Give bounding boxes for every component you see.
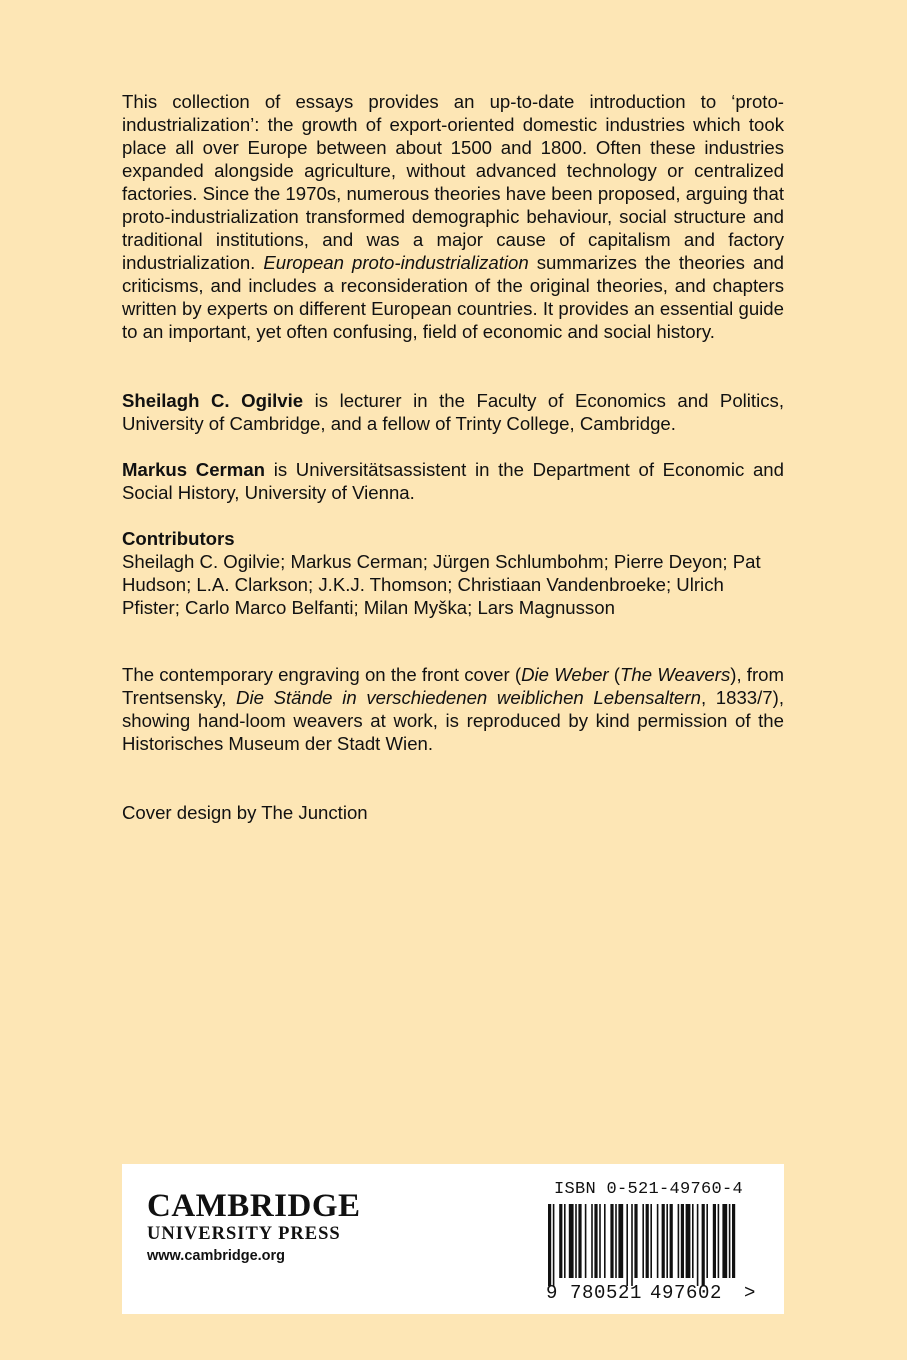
barcode-bar	[599, 1204, 601, 1278]
barcode-bar	[626, 1204, 628, 1286]
author-bio: is lecturer in the Faculty of Economics and Politics, University of Cambridge, and a fellow of Trinty College, Cambridge.	[122, 390, 784, 434]
barcode-bar	[646, 1204, 649, 1278]
barcode-bar	[722, 1204, 727, 1278]
barcode-bar	[553, 1204, 555, 1286]
barcode-bars	[548, 1204, 735, 1286]
barcode-bar	[575, 1204, 577, 1278]
barcode-bar	[697, 1204, 699, 1286]
cover-note-text: ), from Trentsensky,	[122, 664, 784, 708]
barcode-bar	[692, 1204, 694, 1278]
cover-note-italic: Die Stände in verschiedenen weiblichen Lebensaltern	[236, 687, 701, 708]
book-title: European proto-industrialization	[263, 252, 529, 273]
barcode-bar	[569, 1204, 574, 1278]
barcode-bar	[564, 1204, 566, 1278]
barcode-bar	[631, 1204, 633, 1286]
publisher-press: UNIVERSITY PRESS	[147, 1224, 341, 1244]
publisher-name: CAMBRIDGE	[147, 1188, 361, 1224]
barcode-bar	[618, 1204, 623, 1278]
cover-note-text: (	[608, 664, 620, 685]
contributors-list: Sheilagh C. Ogilvie; Markus Cerman; Jürgen Schlumbohm; Pierre Deyon; Pat Hudson; L.A. Clarkson; J.K.J. Thomson; Christiaan Vandenbroeke; Ulrich Pfister; Carlo Marco Belfanti; Milan Myška; Lars Magnusson	[122, 551, 761, 618]
cover-note-text: The contemporary engraving on the front cover (	[122, 664, 522, 685]
imprint-panel	[122, 1164, 784, 1314]
barcode-bar	[670, 1204, 673, 1278]
isbn-label: ISBN 0-521-49760-4	[554, 1180, 744, 1199]
author-name: Sheilagh C. Ogilvie	[122, 390, 304, 411]
barcode-bar	[642, 1204, 644, 1278]
barcode-bar	[591, 1204, 593, 1278]
barcode-bar	[578, 1204, 581, 1278]
barcode-bar	[702, 1204, 705, 1286]
cover-note-italic: Die Weber	[521, 664, 609, 685]
description-paragraph	[122, 90, 784, 343]
barcode-bar	[729, 1204, 731, 1278]
barcode-bar	[594, 1204, 597, 1278]
barcode-bar	[666, 1204, 668, 1278]
barcode-bar	[657, 1204, 659, 1278]
barcode-bar	[650, 1204, 652, 1278]
barcode-bar	[610, 1204, 613, 1278]
author-bio: is Universitätsassistent in the Department of Economic and Social History, University of Vienna.	[122, 459, 784, 503]
barcode-bar	[713, 1204, 716, 1278]
barcode-bar	[732, 1204, 735, 1278]
barcode-bar	[681, 1204, 684, 1278]
cover-note-italic: The Weavers	[620, 664, 731, 685]
barcode-bar	[548, 1204, 551, 1286]
contributors-heading: Contributors	[122, 528, 235, 549]
publisher-logo	[147, 1190, 361, 1246]
author-bio-cerman	[122, 458, 784, 504]
barcode-marker: >	[744, 1282, 756, 1304]
barcode-right-digits: 497602	[650, 1282, 723, 1304]
cover-credit-note	[122, 663, 784, 755]
cover-note-text: , 1833/7), showing hand-loom weavers at work, is reproduced by kind permission of the Historisches Museum der Stadt Wien.	[122, 687, 784, 754]
barcode-bar	[706, 1204, 708, 1278]
barcode	[532, 1204, 772, 1304]
author-bio-ogilvie	[122, 389, 784, 435]
barcode-bar	[634, 1204, 637, 1278]
contributors-section	[122, 527, 784, 619]
barcode-bar	[604, 1204, 606, 1278]
design-credit: Cover design by The Junction	[122, 802, 368, 823]
author-name: Markus Cerman	[122, 459, 266, 480]
barcode-left-digits: 780521	[570, 1282, 643, 1304]
description-text-2: summarizes the theories and criticisms, and includes a reconsideration of the original theories, and chapters written by experts on different European countries. It provides an essential guide to an important, yet often confusing, field of economic and social history.	[122, 252, 784, 342]
barcode-bar	[585, 1204, 587, 1278]
barcode-prefix-digit: 9	[546, 1282, 558, 1304]
barcode-bar	[678, 1204, 680, 1278]
barcode-bar	[559, 1204, 562, 1278]
barcode-bar	[662, 1204, 665, 1278]
barcode-bar	[718, 1204, 720, 1278]
publisher-url: www.cambridge.org	[147, 1248, 286, 1264]
barcode-bar	[686, 1204, 691, 1278]
barcode-bar	[615, 1204, 617, 1278]
description-text-1: This collection of essays provides an up-to-date introduction to ‘proto-industrialization’: the growth of export-oriented domestic industries which took place all over Europe between about 1500 and 1800. Often these industries expanded alongside agriculture, without advanced technology or centralized factories. Since the 1970s, numerous theories have been proposed, arguing that proto-industrialization transformed demographic behaviour, social structure and traditional institutions, and was a major cause of capitalism and factory industrialization.	[122, 91, 784, 273]
